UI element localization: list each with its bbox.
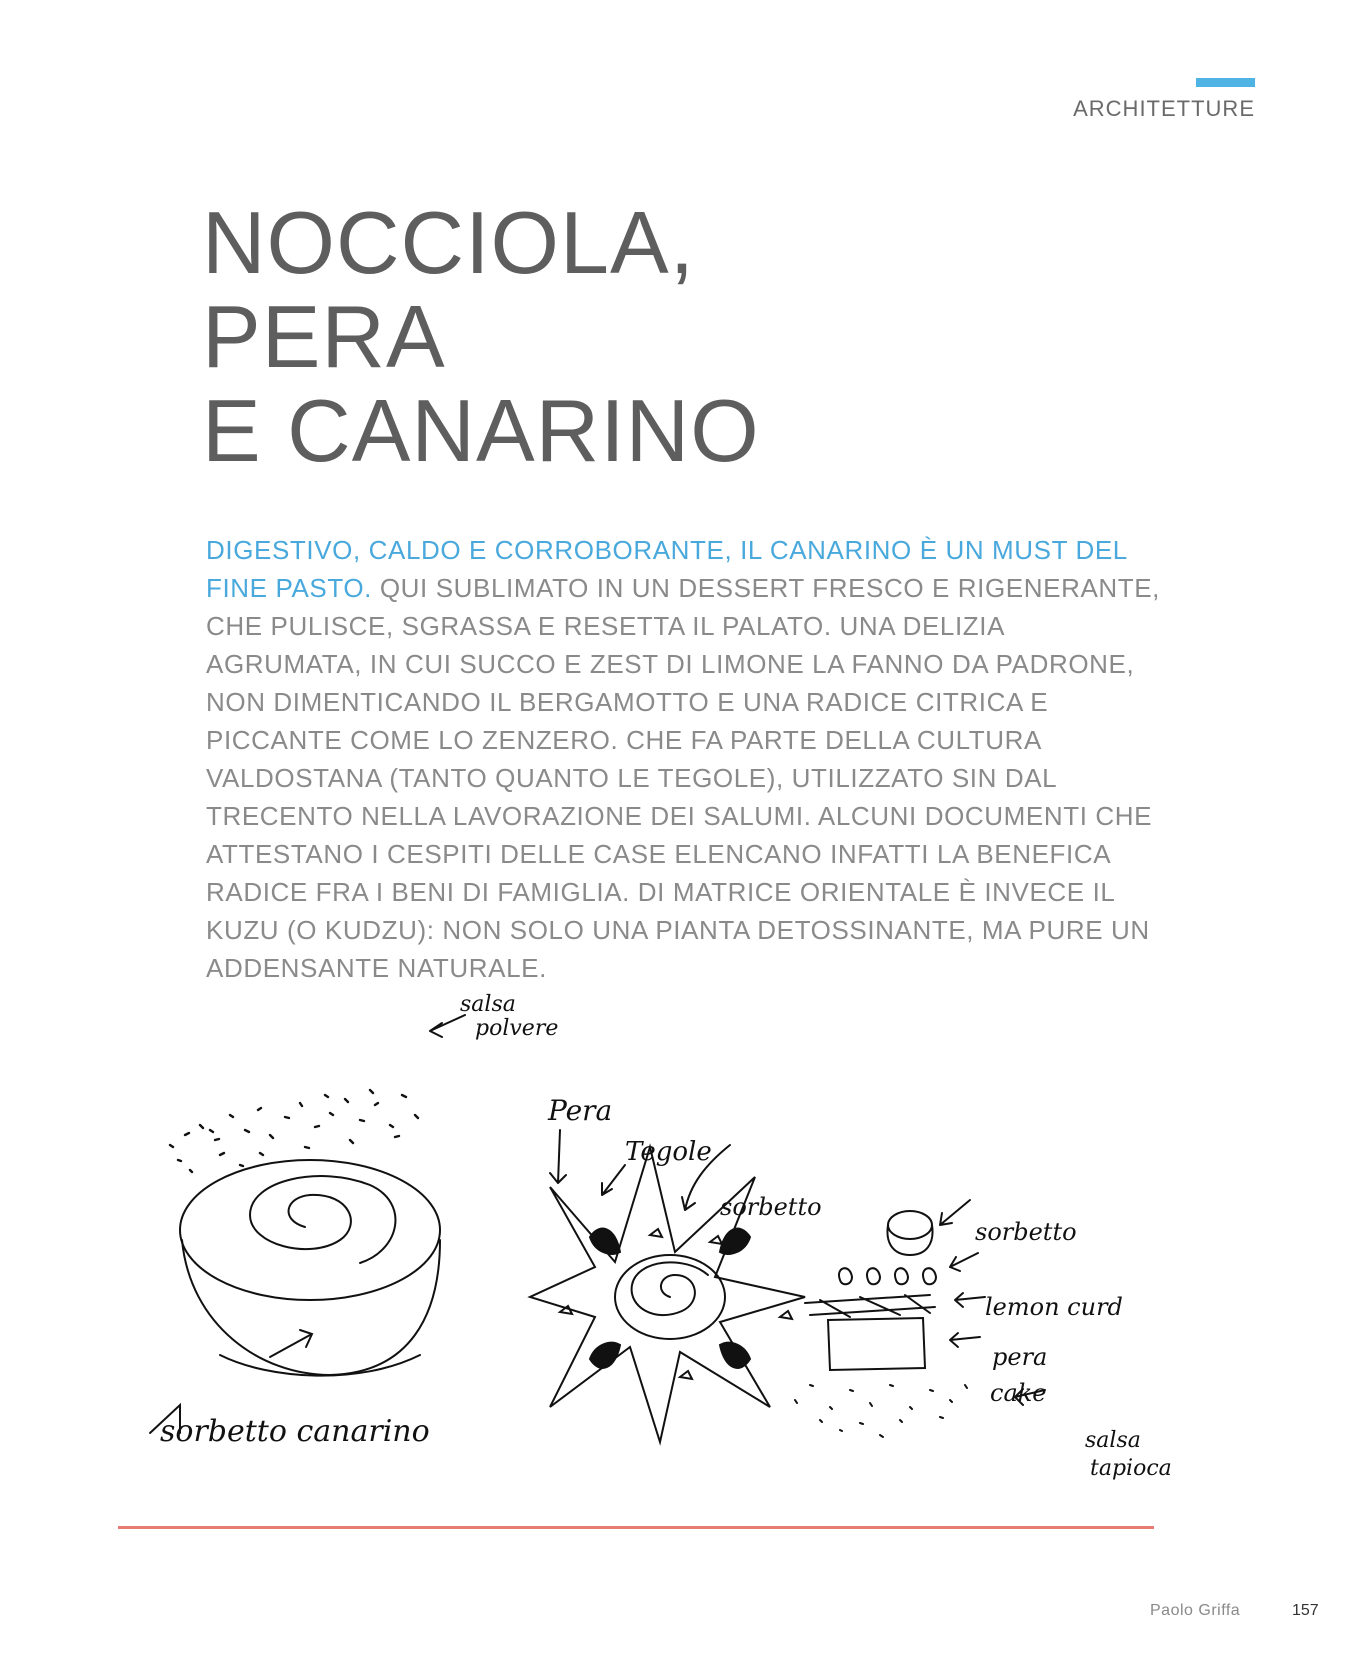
title-line-2: PERA [202,287,446,386]
label-pera-right: pera [992,1343,1048,1371]
label-sorbetto-right: sorbetto [975,1218,1077,1246]
label-tegole: Tegole [625,1137,712,1167]
label-pera-center: Pera [548,1094,613,1127]
page-number: 157 [1292,1602,1319,1619]
label-sorbetto-canarino: sorbetto canarino [160,1414,430,1449]
footer-author: Paolo Griffa [1150,1602,1241,1619]
intro-body: QUI SUBLIMATO IN UN DESSERT FRESCO E RIGENERANTE, CHE PULISCE, SGRASSA E RESETTA IL PALATO. UNA DELIZIA AGRUMATA, IN CUI SUCCO E ZEST DI LIMONE LA FANNO DA PADRONE, NON DIMENTICANDO IL BERGAMOTTO E UNA RADICE CITRICA E PICCANTE COME LO ZENZERO. CHE FA PARTE DELLA CULTURA VALDOSTANA (TANTO QUANTO LE TEGOLE), UTILIZZATO SIN DAL TRECENTO NELLA LAVORAZIONE DEI SALUMI. ALCUNI DOCUMENTI CHE ATTESTANO I CESPITI DELLE CASE ELENCANO INFATTI LA BENEFICA RADICE FRA I BENI DI FAMIGLIA. DI MATRICE ORIENTALE È INVECE IL KUZU (O KUDZU): NON SOLO UNA PIANTA DETOSSINANTE, MA PURE UN ADDENSANTE NATURALE. [206,573,1161,983]
dessert-sketch [130,992,1210,1505]
label-salsa-polvere-1: salsa [460,992,516,1017]
sketch-bowl-left [150,1160,440,1433]
title-line-3: E CANARINO [202,381,760,480]
intro-lead: DIGESTIVO, CALDO E CORROBORANTE, IL CANARINO È UN MUST DEL FINE PASTO. [206,535,1127,603]
label-salsa-polvere-2: polvere [475,1016,559,1041]
label-cake: cake [990,1379,1047,1407]
footer-rule [118,1526,1154,1529]
page-title [202,193,760,480]
section-label: ARCHITETTURE [1073,96,1255,121]
label-lemon-curd: lemon curd [985,1293,1123,1321]
label-sorbetto-center: sorbetto [720,1193,822,1221]
sketch-stacked-dessert [795,1211,967,1437]
label-salsa-tapioca-2: tapioca [1090,1456,1172,1481]
intro-paragraph [206,531,1166,987]
label-salsa-tapioca-1: salsa [1085,1428,1141,1453]
sketch-star-plate [530,1147,805,1442]
title-line-1: NOCCIOLA, [202,193,696,292]
section-accent-bar [1196,78,1255,87]
